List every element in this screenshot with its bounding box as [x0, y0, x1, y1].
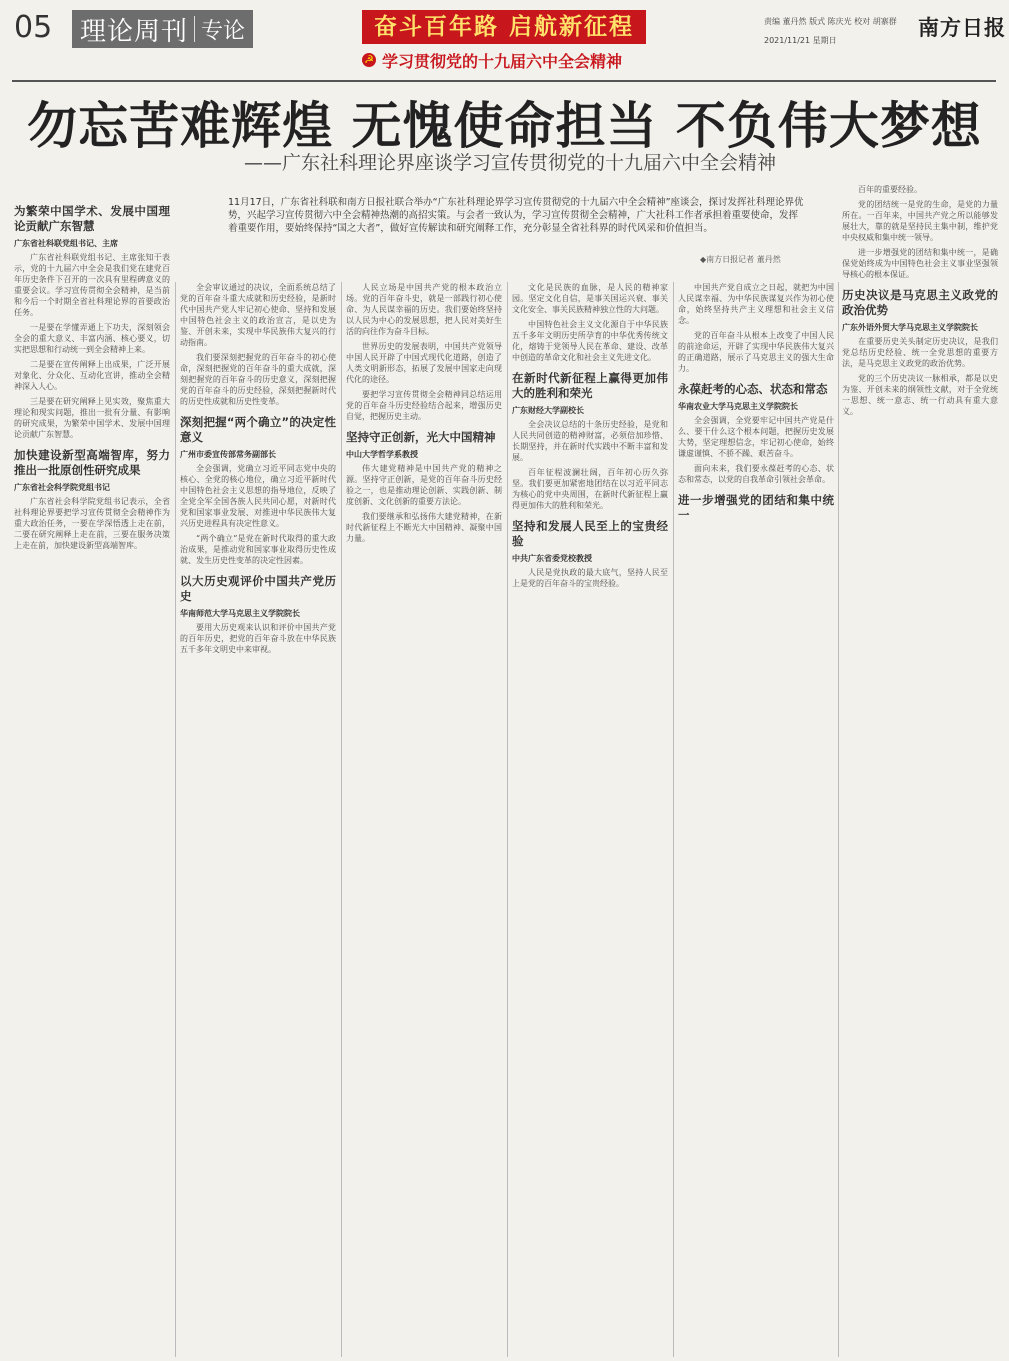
- body-paragraph: 要用大历史观来认识和评价中国共产党的百年历史，把党的百年奋斗放在中华民族五千多年文明史中来审视。: [180, 623, 336, 654]
- newspaper-logo: 南方日报: [918, 15, 1006, 40]
- editor-names: 责编 董丹然 版式 陈庆光 校对 胡寨群: [764, 17, 897, 26]
- section-heading: 加快建设新型高端智库，努力推出一批原创性研究成果: [14, 448, 170, 477]
- body-paragraph: 我们要继承和弘扬伟大建党精神，在新时代新征程上不断光大中国精神、凝聚中国力量。: [346, 512, 502, 543]
- body-paragraph: 人民立场是中国共产党的根本政治立场。党的百年奋斗史，就是一部践行初心使命、为人民谋幸福的历史。我们要始终坚持以人民为中心的发展思想，把人民对美好生活的向往作为奋斗目标。: [346, 283, 502, 336]
- body-paragraph: 广东省社会科学院党组书记表示，全省社科理论界要把学习宣传贯彻全会精神作为重大政治任务，一要在学深悟透上走在前，二要在研究阐释上走在前，三要在服务决策上走在前，加快建设新型高端智库。: [14, 497, 170, 550]
- column-divider: [341, 282, 342, 1357]
- section-author: 广东财经大学副校长: [512, 406, 584, 415]
- byline: ◆南方日报记者 董丹然: [700, 255, 781, 264]
- theme-subbanner-text: 学习贯彻党的十九届六中全会精神: [382, 51, 623, 71]
- column-divider: [175, 282, 176, 1357]
- section-author: 广东省社会科学院党组书记: [14, 483, 110, 492]
- body-paragraph: 中国特色社会主义文化源自于中华民族五千多年文明历史所孕育的中华优秀传统文化，熔铸于党领导人民在革命、建设、改革中创造的革命文化和社会主义先进文化。: [512, 320, 668, 362]
- body-paragraph: 广东省社科联党组书记、主席张知干表示，党的十九届六中全会是我们党在建党百年历史条件下召开的一次具有里程碑意义的重要会议。学习宣传贯彻全会精神，是当前和今后一个时期全省社科理论界的首要政治任务。: [14, 253, 170, 317]
- article-column: [678, 282, 834, 1356]
- editor-credits: [764, 16, 914, 46]
- article-column: [346, 282, 502, 1356]
- section-heading: 以大历史观评价中国共产党历史: [180, 574, 336, 603]
- body-paragraph: 面向未来，我们要永葆赶考的心态、状态和常态，以党的自我革命引领社会革命。: [678, 464, 834, 484]
- section-divider: [194, 16, 195, 42]
- article-column: [842, 184, 998, 1356]
- masthead-rule: [12, 80, 996, 82]
- section-heading: 坚持和发展人民至上的宝贵经验: [512, 519, 668, 548]
- theme-subbanner: [362, 48, 662, 72]
- body-paragraph: 伟大建党精神是中国共产党的精神之源。坚持守正创新，是党的百年奋斗历史经验之一，也是推动理论创新、实践创新、制度创新、文化创新的重要方法论。: [346, 464, 502, 506]
- body-paragraph: 全会审议通过的决议，全面系统总结了党的百年奋斗重大成就和历史经验，是新时代中国共产党人牢记初心使命、坚持和发展中国特色社会主义的政治宣言，是以史为鉴、开创未来，实现中华民族伟大复兴的行动指南。: [180, 283, 336, 347]
- body-paragraph: 一是要在学懂弄通上下功夫，深刻领会全会的重大意义、丰富内涵、核心要义，切实把思想和行动统一到全会精神上来。: [14, 323, 170, 354]
- section-author: 中共广东省委党校教授: [512, 554, 592, 563]
- theme-banner: 奋斗百年路 启航新征程: [362, 10, 646, 44]
- section-author: 广东省社科联党组书记、主席: [14, 239, 118, 248]
- body-paragraph: 党的三个历史决议一脉相承，都是以史为鉴、开创未来的纲领性文献，对于全党统一思想、统一意志、统一行动具有重大意义。: [842, 374, 998, 416]
- column-divider: [673, 282, 674, 1357]
- section-heading: 为繁荣中国学术、发展中国理论贡献广东智慧: [14, 204, 170, 233]
- article-column: [14, 196, 170, 1356]
- body-paragraph: 百年的重要经验。: [858, 185, 922, 194]
- body-paragraph: 要把学习宣传贯彻全会精神同总结运用党的百年奋斗历史经验结合起来，增强历史自觉，把握历史主动。: [346, 390, 502, 421]
- section-heading: 永葆赶考的心态、状态和常态: [678, 382, 828, 396]
- section-heading: 深刻把握“两个确立”的决定性意义: [180, 415, 336, 444]
- section-heading: 坚持守正创新，光大中国精神: [346, 430, 496, 444]
- main-headline: 勿忘苦难辉煌 无愧使命担当 不负伟大梦想: [27, 96, 982, 155]
- body-paragraph: 我们要深刻把握党的百年奋斗的初心使命，深刻把握党的百年奋斗的重大成就，深刻把握党的百年奋斗的历史意义，深刻把握党的百年奋斗的历史经验，深刻把握新时代的历史性成就和历史性变革。: [180, 353, 336, 406]
- issue-date: 2021/11/21 星期日: [764, 36, 837, 45]
- body-paragraph: 党的百年奋斗从根本上改变了中国人民的前途命运，开辟了实现中华民族伟大复兴的正确道路，展示了马克思主义的强大生命力。: [678, 331, 834, 373]
- section-heading: 历史决议是马克思主义政党的政治优势: [842, 288, 998, 317]
- sub-headline: ——广东社科理论界座谈学习宣传贯彻党的十九届六中全会精神: [243, 152, 776, 174]
- body-paragraph: 党的团结统一是党的生命，是党的力量所在。一百年来，中国共产党之所以能够发展壮大，靠的就是坚持民主集中制，维护党中央权威和集中统一领导。: [842, 200, 998, 242]
- column-divider: [838, 282, 839, 1357]
- body-paragraph: 中国共产党自成立之日起，就把为中国人民谋幸福、为中华民族谋复兴作为初心使命，始终坚持共产主义理想和社会主义信念。: [678, 283, 834, 325]
- section-heading: 在新时代新征程上赢得更加伟大的胜利和荣光: [512, 371, 668, 400]
- byline-text: 南方日报记者 董丹然: [706, 255, 781, 264]
- body-paragraph: 全会强调，全党要牢记中国共产党是什么、要干什么这个根本问题，把握历史发展大势，坚定理想信念，牢记初心使命，始终谦虚谨慎、不骄不躁、艰苦奋斗。: [678, 416, 834, 458]
- section-author: 广州市委宣传部常务副部长: [180, 450, 276, 459]
- body-paragraph: 在重要历史关头制定历史决议，是我们党总结历史经验、统一全党思想的重要方法，是马克思主义政党的政治优势。: [842, 337, 998, 368]
- body-paragraph: 进一步增强党的团结和集中统一，是确保党始终成为中国特色社会主义事业坚强领导核心的根本保证。: [842, 248, 998, 279]
- body-paragraph: “两个确立”是党在新时代取得的重大政治成果，是推动党和国家事业取得历史性成就、发生历史性变革的决定性因素。: [180, 534, 336, 565]
- masthead: [0, 0, 1009, 78]
- party-emblem-icon: ☭: [362, 53, 376, 67]
- body-paragraph: 百年征程波澜壮阔，百年初心历久弥坚。我们要更加紧密地团结在以习近平同志为核心的党中央周围，在新时代新征程上赢得更加伟大的胜利和荣光。: [512, 468, 668, 510]
- body-paragraph: 三是要在研究阐释上见实效，聚焦重大理论和现实问题，推出一批有分量、有影响的研究成果，为繁荣中国学术、发展中国理论贡献广东智慧。: [14, 397, 170, 439]
- body-paragraph: 全会强调，党确立习近平同志党中央的核心、全党的核心地位，确立习近平新时代中国特色社会主义思想的指导地位，反映了全党全军全国各族人民共同心愿，对新时代党和国家事业发展、对推进中华民族伟大复兴历史进程具有决定性意义。: [180, 464, 336, 528]
- body-paragraph: 世界历史的发展表明，中国共产党领导中国人民开辟了中国式现代化道路，创造了人类文明新形态，拓展了发展中国家走向现代化的途径。: [346, 342, 502, 384]
- column-divider: [507, 282, 508, 1357]
- section-heading: 进一步增强党的团结和集中统一: [678, 493, 834, 522]
- section-subname: 专论: [201, 18, 246, 44]
- lead-paragraph: 11月17日，广东省社科联和南方日报社联合举办“广东社科理论界学习宣传贯彻党的十九届六中全会精神”座谈会，探讨发挥社科理论界优势，兴起学习宣传贯彻六中全会精神热潮的高招实策。与会者一致认为，学习宣传贯彻全会精神，广大社科工作者承担着重要使命，发挥着重要作用，要始终保持“国之大者”，做好宣传解读和研究阐释工作，充分彰显全省社科界的时代风采和价值担当。: [228, 197, 804, 234]
- body-paragraph: 全会决议总结的十条历史经验，是党和人民共同创造的精神财富，必须倍加珍惜、长期坚持，并在新时代实践中不断丰富和发展。: [512, 420, 668, 462]
- section-author: 华南师范大学马克思主义学院院长: [180, 609, 300, 618]
- section-author: 华南农业大学马克思主义学院院长: [678, 402, 798, 411]
- section-name: 理论周刊: [80, 16, 189, 47]
- section-label: [72, 10, 253, 48]
- article-column: [512, 282, 668, 1356]
- body-paragraph: 文化是民族的血脉，是人民的精神家园。坚定文化自信，是事关国运兴衰、事关文化安全、事关民族精神独立性的大问题。: [512, 283, 668, 314]
- body-paragraph: 二是要在宣传阐释上出成果，广泛开展对象化、分众化、互动化宣讲，推动全会精神深入人心。: [14, 360, 170, 391]
- page-number: 05: [14, 10, 53, 45]
- body-paragraph: 人民是党执政的最大底气，坚持人民至上是党的百年奋斗的宝贵经验。: [512, 568, 668, 588]
- section-author: 中山大学哲学系教授: [346, 450, 418, 459]
- section-author: 广东外语外贸大学马克思主义学院院长: [842, 323, 978, 332]
- article-column: [180, 282, 336, 1356]
